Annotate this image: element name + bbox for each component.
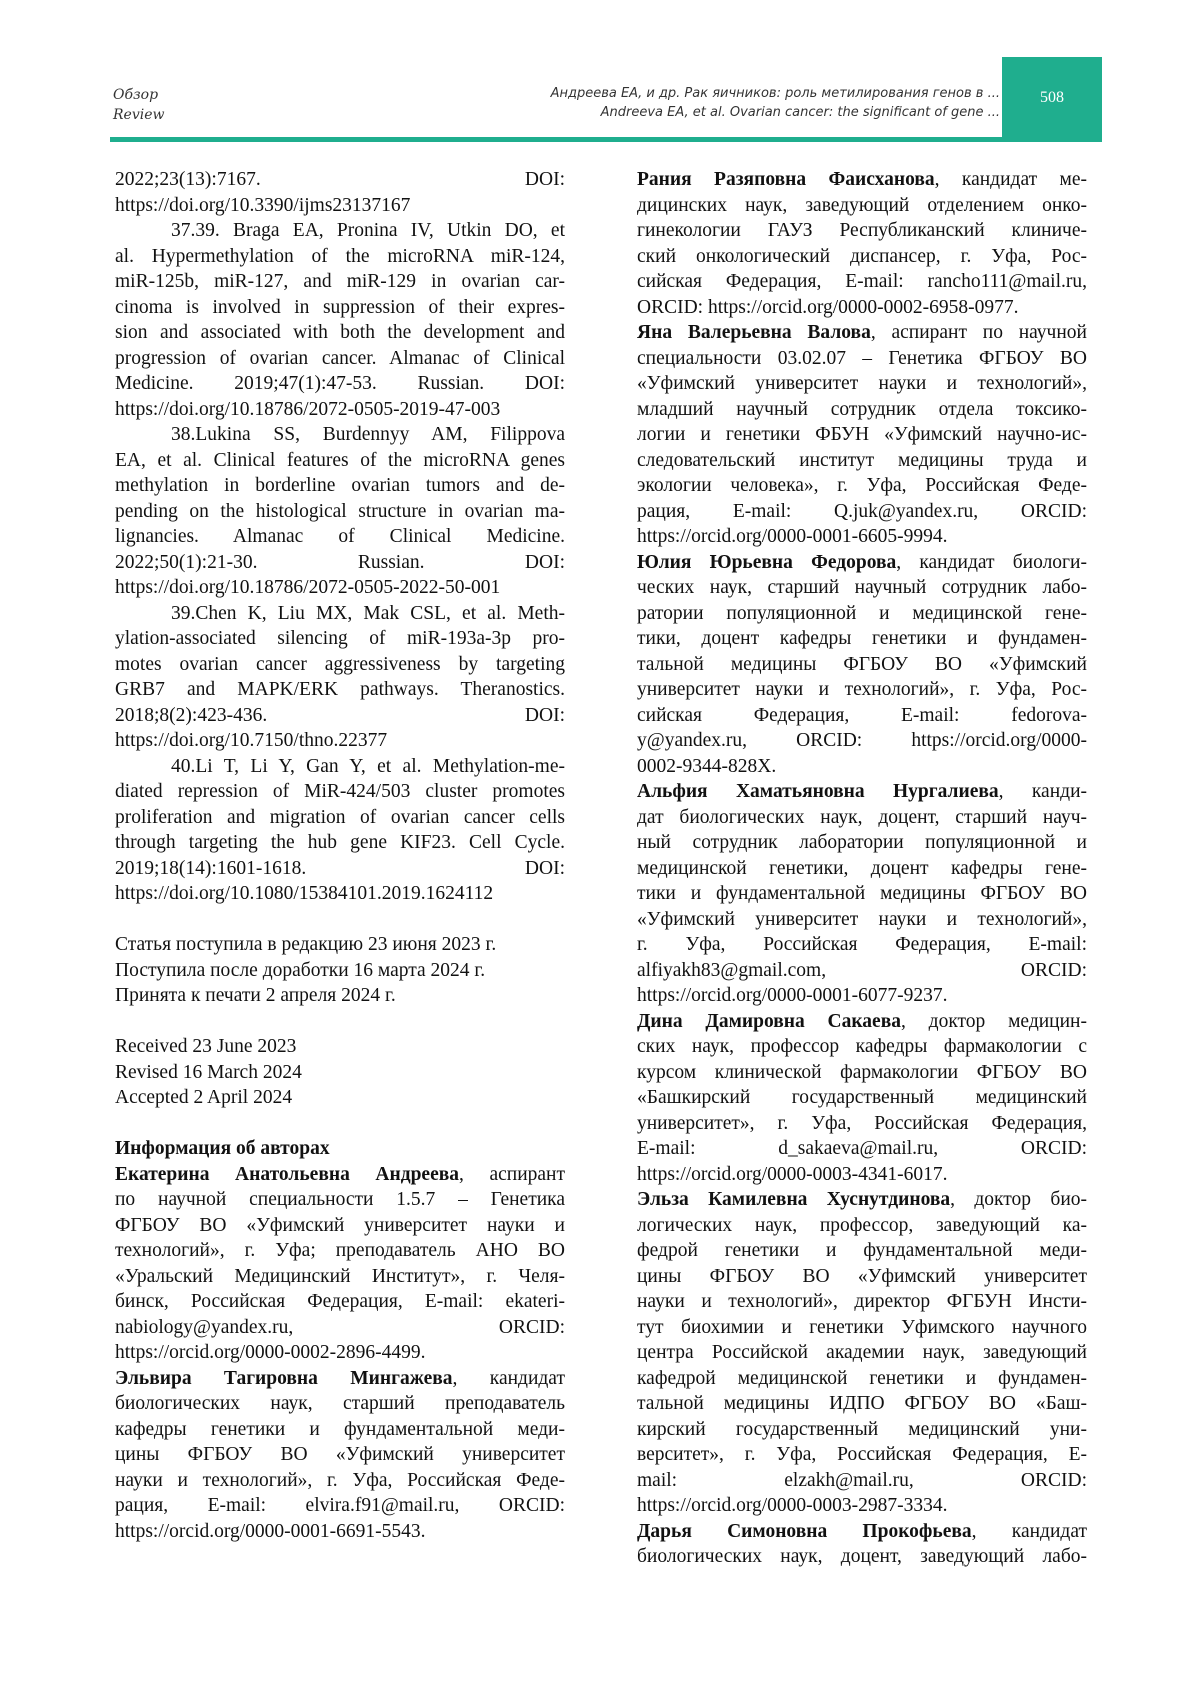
text-line [115, 575, 565, 601]
line-text: y@yandex.ru, ORCID: https://orcid.org/0000- [637, 730, 1087, 751]
text-line [115, 448, 565, 474]
line-text: ylation-associated silencing of miR-193a-3p pro- [115, 628, 565, 649]
text-line [115, 779, 565, 805]
page-number-badge [1002, 57, 1102, 139]
line-text: университет науки и технологий», г. Уфа, Рос- [637, 679, 1087, 700]
text-line [637, 371, 1087, 397]
text-line [637, 626, 1087, 652]
section-label-en: Review [113, 107, 165, 123]
text-line [637, 1136, 1087, 1162]
line-text: «Башкирский государственный медицинский [637, 1087, 1087, 1108]
line-text: экологии человека», г. Уфа, Российская Феде- [637, 475, 1087, 496]
line-text: , доктор медицин- [900, 1010, 1087, 1032]
line-text: https://doi.org/10.3390/ijms23137167 [115, 194, 411, 216]
text-line [115, 677, 565, 703]
line-text: цины ФГБОУ ВО «Уфимский университет [637, 1265, 1087, 1287]
text-line [115, 1060, 565, 1086]
line-text: бинск, Российская Федерация, E-mail: ekateri- [115, 1291, 565, 1312]
line-text: mail: elzakh@mail.ru, ORCID: [637, 1469, 1087, 1491]
text-line [637, 983, 1087, 1009]
line-text: , канди- [998, 781, 1088, 802]
line-text: 2018;8(2):423-436. DOI: [115, 704, 565, 726]
text-line [637, 1162, 1087, 1188]
line-text: «Уфимский университет науки и технологий», [637, 373, 1087, 394]
paragraph-gap [115, 1111, 565, 1137]
text-line [637, 320, 1087, 346]
text-line [115, 1519, 565, 1545]
text-line [637, 1493, 1087, 1519]
text-line [115, 473, 565, 499]
text-line [637, 1085, 1087, 1111]
line-text: motes ovarian cancer aggressiveness by targeting [115, 653, 565, 675]
text-line [115, 320, 565, 346]
text-line [637, 295, 1087, 321]
line-text: Medicine. 2019;47(1):47-53. Russian. DOI: [115, 373, 565, 394]
text-line [637, 1468, 1087, 1494]
line-text: дицинских наук, заведующий отделением онко- [637, 194, 1087, 216]
line-text: следовательский институт медицины труда и [637, 449, 1087, 471]
line-text: https://orcid.org/0000-0001-6077-9237. [637, 985, 948, 1006]
author-name: Екатерина Анатольевна Андреева [115, 1163, 460, 1185]
line-text: курсом клинической фармакологии ФГБОУ ВО [637, 1061, 1087, 1083]
line-text: университет», г. Уфа, Российская Федерация, [637, 1112, 1087, 1134]
text-line [637, 473, 1087, 499]
text-line [637, 907, 1087, 933]
line-text: кирский государственный медицинский уни- [637, 1418, 1087, 1440]
text-line [115, 1391, 565, 1417]
line-text: тут биохимии и генетики Уфимского научного [637, 1316, 1087, 1338]
author-name: Яна Валерьевна Валова [637, 322, 871, 343]
line-text: lignancies. Almanac of Clinical Medicine. [115, 526, 565, 547]
line-text: miR-125b, miR-127, and miR-129 in ovarian car- [115, 271, 565, 292]
text-line [115, 1468, 565, 1494]
text-line [637, 193, 1087, 219]
text-line [115, 1417, 565, 1443]
author-name: Дина Дамировна Сакаева [637, 1010, 901, 1032]
text-line [115, 1493, 565, 1519]
line-text: тики, доцент кафедры генетики и фундамен- [637, 628, 1087, 649]
text-line [115, 397, 565, 423]
text-line [637, 932, 1087, 958]
text-line [115, 652, 565, 678]
line-text: al. Hypermethylation of the microRNA miR-124, [115, 245, 565, 267]
line-text: 37.39. Braga EA, Pronina IV, Utkin DO, et [171, 220, 565, 241]
text-line [115, 550, 565, 576]
text-line [115, 601, 565, 627]
line-text: nabiology@yandex.ru, ORCID: [115, 1316, 565, 1338]
text-line [637, 1187, 1087, 1213]
text-line [637, 448, 1087, 474]
line-text: науки и технологий», директор ФГБУН Инсти- [637, 1291, 1087, 1312]
text-line [637, 1544, 1087, 1570]
text-line [115, 1366, 565, 1392]
line-text: биологических наук, доцент, заведующий лабо- [637, 1546, 1087, 1567]
text-line [115, 1085, 565, 1111]
line-text: EA, et al. Clinical features of the microRNA genes [115, 449, 565, 471]
author-name: Эльвира Тагировна Мингажева [115, 1367, 453, 1389]
line-text: тальной медицины ИДПО ФГБОУ ВО «Баш- [637, 1393, 1087, 1414]
paragraph-gap [115, 1009, 565, 1035]
line-text: , доктор био- [950, 1189, 1087, 1210]
line-text: GRB7 and MAPK/ERK pathways. Theranostics. [115, 679, 565, 700]
paragraph-gap [115, 907, 565, 933]
text-line [115, 1162, 565, 1188]
line-text: E-mail: d_sakaeva@mail.ru, ORCID: [637, 1138, 1087, 1159]
text-line [115, 626, 565, 652]
text-line [115, 881, 565, 907]
author-name: Альфия Хаматьяновна Нургалиева [637, 781, 999, 802]
text-line [637, 805, 1087, 831]
text-line [637, 244, 1087, 270]
text-line [637, 1009, 1087, 1035]
text-line [115, 371, 565, 397]
text-line [637, 422, 1087, 448]
line-text: , аспирант [459, 1163, 565, 1185]
line-text: https://doi.org/10.18786/2072-0505-2022-50-001 [115, 577, 501, 598]
line-text: специальности 03.02.07 – Генетика ФГБОУ ВО [637, 347, 1087, 369]
text-line [637, 779, 1087, 805]
text-line [637, 1264, 1087, 1290]
line-text: , кандидат [971, 1520, 1087, 1542]
line-text: 2022;23(13):7167. DOI: [115, 169, 565, 190]
text-line [115, 1289, 565, 1315]
text-line [637, 1366, 1087, 1392]
line-text: https://doi.org/10.18786/2072-0505-2019-47-003 [115, 398, 501, 420]
text-line [115, 932, 565, 958]
text-line [637, 881, 1087, 907]
text-line [115, 983, 565, 1009]
line-text: progression of ovarian cancer. Almanac of Clinical [115, 347, 565, 369]
line-text: cinoma is involved in suppression of their expres- [115, 296, 565, 318]
text-line [637, 1442, 1087, 1468]
line-text: , кандидат [452, 1367, 565, 1389]
text-line [115, 805, 565, 831]
text-line [637, 218, 1087, 244]
line-text: ческих наук, старший научный сотрудник лабо- [637, 577, 1087, 598]
line-text: сийская Федерация, E-mail: rancho111@mail.ru, [637, 271, 1087, 292]
author-name: Юлия Юрьевна Федорова [637, 551, 897, 573]
text-line [115, 1034, 565, 1060]
line-text: , аспирант по научной [870, 322, 1087, 343]
text-line [115, 830, 565, 856]
line-text: , кандидат биологи- [896, 551, 1087, 573]
text-line [637, 167, 1087, 193]
text-line [637, 728, 1087, 754]
text-line [637, 499, 1087, 525]
text-line [115, 499, 565, 525]
line-text: sion and associated with both the development and [115, 322, 565, 343]
line-text: младший научный сотрудник отдела токсико- [637, 398, 1087, 420]
text-line [115, 728, 565, 754]
line-text: https://doi.org/10.7150/thno.22377 [115, 730, 388, 751]
line-text: биологических наук, старший преподаватель [115, 1393, 565, 1414]
text-line [637, 856, 1087, 882]
line-text: ORCID: https://orcid.org/0000-0002-6958-0977. [637, 296, 1019, 318]
line-text: 2019;18(14):1601-1618. DOI: [115, 857, 565, 879]
text-line [115, 167, 565, 193]
line-text: науки и технологий», г. Уфа, Российская Феде- [115, 1469, 565, 1491]
text-line [115, 1238, 565, 1264]
text-line [637, 958, 1087, 984]
line-text: Revised 16 March 2024 [115, 1061, 302, 1083]
line-text: верситет», г. Уфа, Российская Федерация, E- [637, 1444, 1087, 1465]
text-line [637, 269, 1087, 295]
line-text: медицинской генетики, доцент кафедры гене- [637, 857, 1087, 879]
text-line [637, 652, 1087, 678]
text-line [115, 754, 565, 780]
text-line [115, 1187, 565, 1213]
author-name: Рания Разяповна Фаисханова [637, 169, 935, 190]
text-line [637, 677, 1087, 703]
page-number: 508 [1040, 89, 1064, 106]
line-text: https://orcid.org/0000-0001-6691-5543. [115, 1520, 426, 1542]
line-text: ФГБОУ ВО «Уфимский университет науки и [115, 1214, 565, 1236]
text-line [637, 1315, 1087, 1341]
text-line [115, 703, 565, 729]
text-line [637, 1111, 1087, 1137]
text-line [115, 1264, 565, 1290]
line-text: 40.Li T, Li Y, Gan Y, et al. Methylation-me- [171, 755, 565, 777]
line-text: https://orcid.org/0000-0002-2896-4499. [115, 1342, 426, 1363]
text-line [115, 524, 565, 550]
author-name: Информация об авторах [115, 1138, 330, 1159]
line-text: тальной медицины ФГБОУ ВО «Уфимский [637, 653, 1087, 675]
text-line [637, 830, 1087, 856]
line-text: сийская Федерация, E-mail: fedorova- [637, 704, 1087, 726]
line-text: Принята к печати 2 апреля 2024 г. [115, 985, 396, 1006]
line-text: alfiyakh83@gmail.com, ORCID: [637, 959, 1087, 981]
text-line [115, 1136, 565, 1162]
line-text: pending on the histological structure in ovarian ma- [115, 500, 565, 522]
line-text: 0002-9344-828X. [637, 755, 777, 777]
text-line [115, 269, 565, 295]
text-line [637, 550, 1087, 576]
text-line [637, 1289, 1087, 1315]
line-text: логии и генетики ФБУН «Уфимский научно-ис- [637, 424, 1087, 445]
line-text: рация, E-mail: Q.juk@yandex.ru, ORCID: [637, 500, 1087, 522]
line-text: цины ФГБОУ ВО «Уфимский университет [115, 1444, 565, 1465]
line-text: дат биологических наук, доцент, старший науч- [637, 806, 1087, 828]
text-line [637, 1417, 1087, 1443]
running-title-ru: Андреева ЕА, и др. Рак яичников: роль метилирования генов в ... [550, 86, 1000, 101]
line-text: кафедры генетики и фундаментальной меди- [115, 1418, 565, 1440]
text-line [637, 1060, 1087, 1086]
line-text: гинекологии ГАУЗ Республиканский клиниче- [637, 220, 1087, 241]
line-text: Поступила после доработки 16 марта 2024 г. [115, 959, 486, 981]
text-line [637, 1391, 1087, 1417]
line-text: methylation in borderline ovarian tumors and de- [115, 475, 565, 496]
text-line [637, 1519, 1087, 1545]
left-column [115, 167, 565, 1544]
line-text: ских наук, профессор кафедры фармакологии с [637, 1036, 1087, 1057]
text-line [115, 218, 565, 244]
text-line [637, 1238, 1087, 1264]
text-line [637, 703, 1087, 729]
line-text: Received 23 June 2023 [115, 1036, 297, 1057]
section-label-ru: Обзор [113, 87, 159, 103]
line-text: https://orcid.org/0000-0003-4341-6017. [637, 1163, 948, 1185]
line-text: 2022;50(1):21-30. Russian. DOI: [115, 551, 565, 573]
text-line [637, 1340, 1087, 1366]
line-text: diated repression of MiR-424/503 cluster promotes [115, 781, 565, 802]
line-text: по научной специальности 1.5.7 – Генетика [115, 1189, 565, 1210]
text-line [637, 346, 1087, 372]
text-line [115, 295, 565, 321]
line-text: Accepted 2 April 2024 [115, 1087, 293, 1108]
text-line [637, 575, 1087, 601]
text-line [115, 346, 565, 372]
line-text: 38.Lukina SS, Burdennyy AM, Filippova [171, 424, 565, 445]
line-text: логических наук, профессор, заведующий ка- [637, 1214, 1087, 1236]
line-text: кафедрой медицинской генетики и фундамен- [637, 1367, 1087, 1389]
line-text: «Уральский Медицинский Институт», г. Челя- [115, 1265, 565, 1287]
right-column [637, 167, 1087, 1570]
text-line [115, 193, 565, 219]
text-line [115, 1442, 565, 1468]
line-text: ский онкологический диспансер, г. Уфа, Рос- [637, 245, 1087, 267]
line-text: технологий», г. Уфа; преподаватель АНО ВО [115, 1240, 565, 1261]
line-text: федрой генетики и фундаментальной меди- [637, 1240, 1087, 1261]
line-text: through targeting the hub gene KIF23. Cell Cycle. [115, 832, 565, 853]
author-name: Эльза Камилевна Хуснутдинова [637, 1189, 951, 1210]
header-divider [110, 137, 1102, 142]
text-line [637, 754, 1087, 780]
line-text: г. Уфа, Российская Федерация, E-mail: [637, 934, 1087, 955]
text-line [115, 422, 565, 448]
line-text: https://orcid.org/0000-0001-6605-9994. [637, 526, 948, 547]
text-line [637, 524, 1087, 550]
line-text: proliferation and migration of ovarian cancer cells [115, 806, 565, 828]
line-text: «Уфимский университет науки и технологий», [637, 908, 1087, 930]
text-line [115, 1340, 565, 1366]
text-line [115, 244, 565, 270]
line-text: 39.Chen K, Liu MX, Mak CSL, et al. Meth- [171, 602, 565, 624]
text-line [115, 856, 565, 882]
line-text: ратории популяционной и медицинской гене- [637, 602, 1087, 624]
text-line [637, 397, 1087, 423]
line-text: рация, E-mail: elvira.f91@mail.ru, ORCID: [115, 1495, 565, 1516]
text-line [637, 1034, 1087, 1060]
line-text: https://doi.org/10.1080/15384101.2019.1624112 [115, 883, 494, 904]
text-line [637, 1213, 1087, 1239]
line-text: центра Российской академии наук, заведующий [637, 1342, 1087, 1363]
running-title-en: Andreeva EA, et al. Ovarian cancer: the significant of gene ... [600, 105, 1000, 120]
line-text: , кандидат ме- [934, 169, 1087, 190]
line-text: ный сотрудник лаборатории популяционной и [637, 832, 1087, 853]
text-line [115, 958, 565, 984]
author-name: Дарья Симоновна Прокофьева [637, 1520, 972, 1542]
text-line [637, 601, 1087, 627]
text-line [115, 1213, 565, 1239]
line-text: Статья поступила в редакцию 23 июня 2023 г. [115, 934, 497, 955]
line-text: https://orcid.org/0000-0003-2987-3334. [637, 1495, 948, 1516]
line-text: тики и фундаментальной медицины ФГБОУ ВО [637, 883, 1087, 904]
text-line [115, 1315, 565, 1341]
